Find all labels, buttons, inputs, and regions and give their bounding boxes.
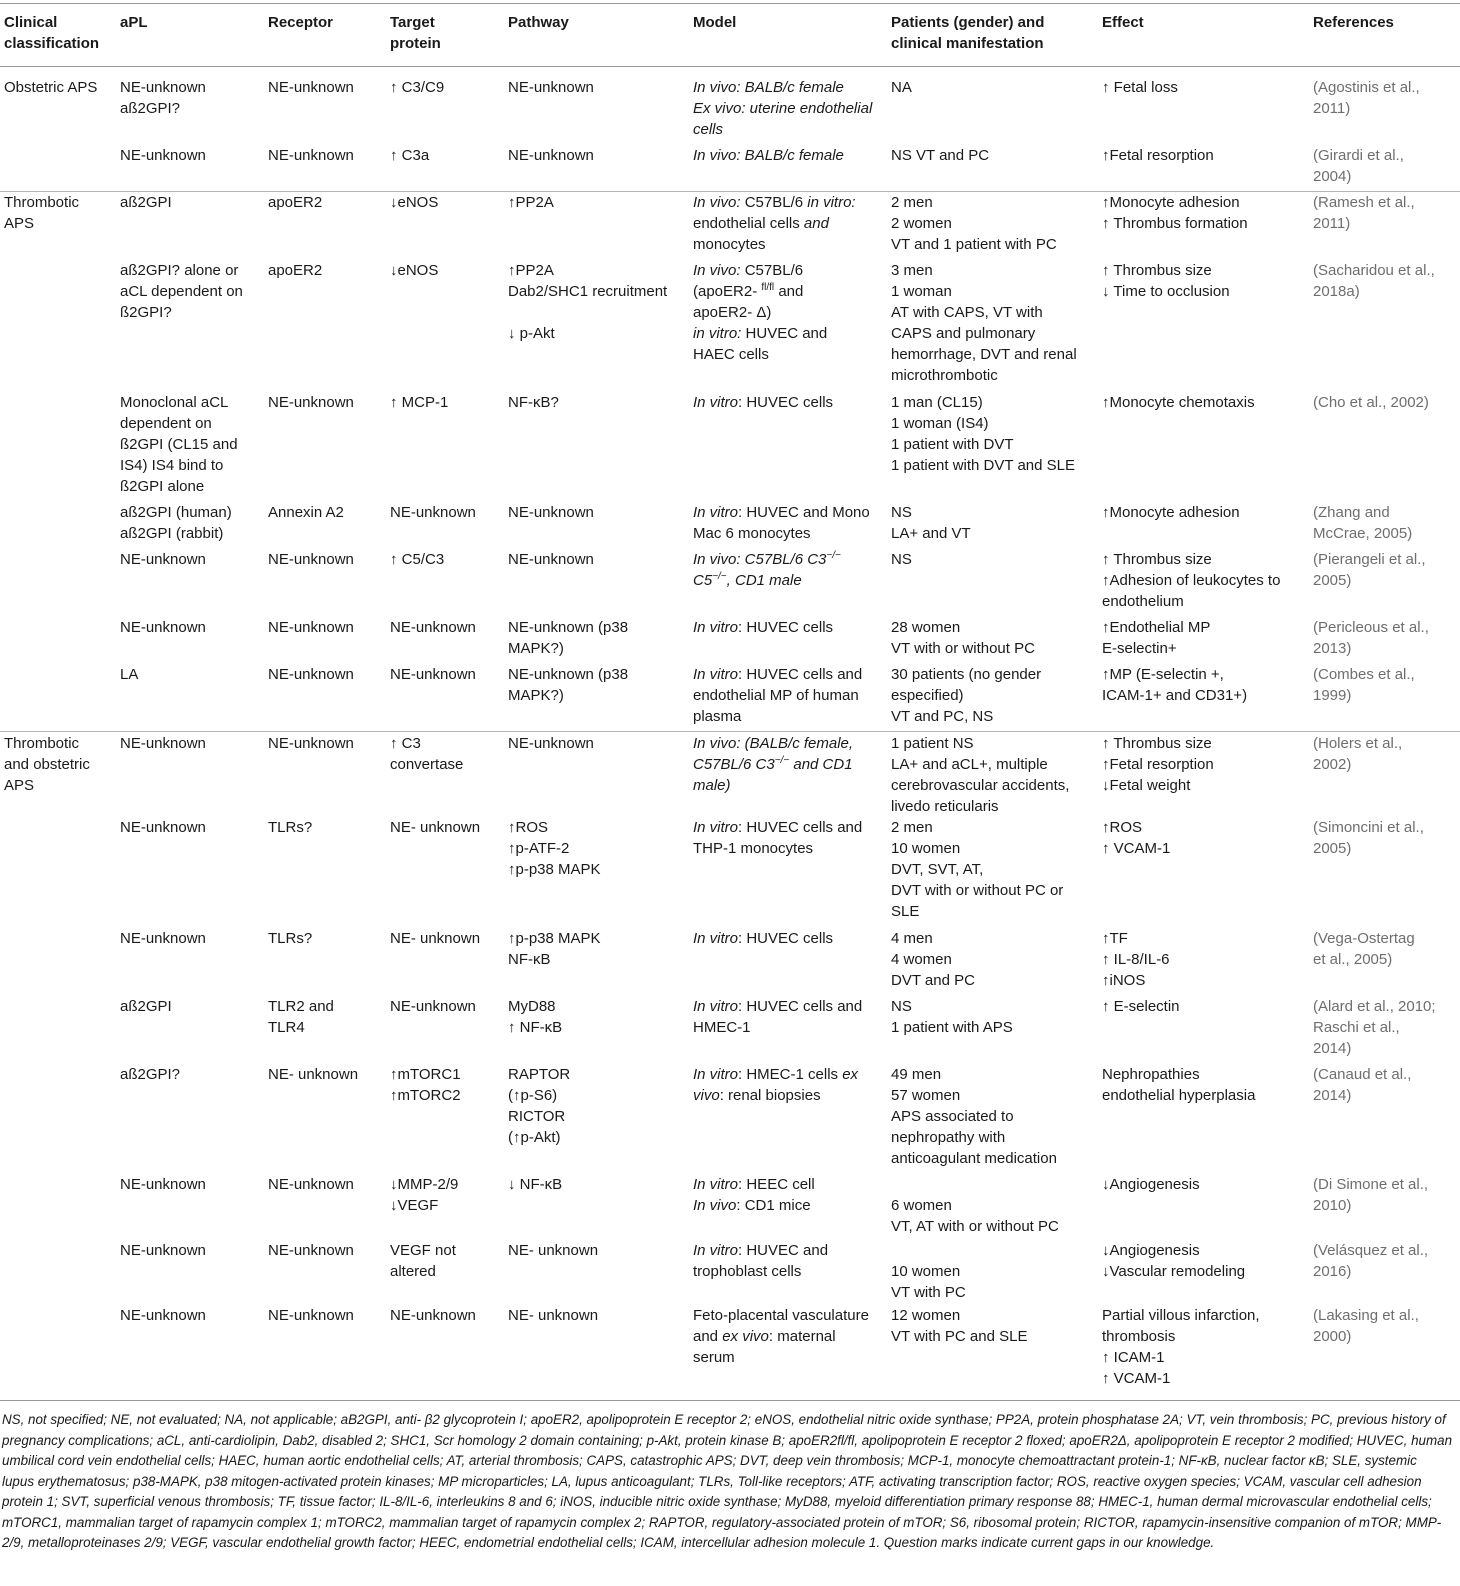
cell-pathway: ↑ROS ↑p-ATF-2 ↑p-p38 MAPK (508, 819, 601, 878)
cell-reference[interactable]: (Combes et al., 1999) (1313, 666, 1415, 704)
cell-patients: 2 men 10 women DVT, SVT, AT, DVT with or without PC or SLE (891, 819, 1064, 920)
model-text-segment: : HEEC cell (738, 1176, 815, 1193)
cell-target-protein: ↑mTORC1 ↑mTORC2 (390, 1066, 461, 1104)
cell-patients: 1 patient NS LA+ and aCL+, multiple cerebrovascular accidents, livedo reticularis (891, 735, 1070, 815)
cell-reference[interactable]: (Pierangeli et al., 2005) (1313, 551, 1426, 589)
model-text-segment: in vitro: (807, 194, 856, 211)
cell-pathway: NE- unknown (508, 1242, 599, 1259)
cell-target-protein: NE-unknown (390, 1307, 476, 1324)
model-text-segment: : renal biopsies (719, 1087, 821, 1104)
model-text-segment: HUVEC and HAEC cells (693, 325, 828, 363)
cell-target-protein: ↑ C3a (390, 147, 430, 164)
model-text-segment: In vivo: (693, 262, 741, 279)
cell-receptor: NE-unknown (268, 1176, 354, 1193)
cell-apl: NE-unknown (120, 735, 206, 752)
column-header-patients: Patients (gender) and clinical manifestation (891, 14, 1045, 52)
cell-receptor: NE-unknown (268, 735, 354, 752)
cell-model (693, 502, 870, 544)
cell-model (693, 260, 827, 365)
cell-patients: 1 man (CL15) 1 woman (IS4) 1 patient with DVT 1 patient with DVT and SLE (891, 394, 1075, 474)
column-header-receptor: Receptor (268, 14, 334, 31)
cell-pathway: NE-unknown (508, 504, 594, 521)
cell-model (693, 1174, 815, 1216)
cell-apl: aß2GPI? alone or aCL dependent on ß2GPI? (120, 262, 243, 321)
group-divider (0, 731, 1460, 732)
group-label: Thrombotic and obstetric APS (4, 735, 90, 794)
cell-reference[interactable]: (Pericleous et al., 2013) (1313, 619, 1429, 657)
cell-receptor: apoER2 (268, 262, 323, 279)
model-text-segment: In vivo: (BALB/c female, C57BL/6 C3 (693, 735, 854, 773)
model-text-segment: , CD1 male (726, 572, 802, 589)
cell-reference[interactable]: (Cho et al., 2002) (1313, 394, 1429, 411)
group-label: Obstetric APS (4, 79, 98, 96)
model-text-segment: : maternal serum (693, 1328, 836, 1366)
cell-effect: ↓Angiogenesis ↓Vascular remodeling (1102, 1242, 1246, 1280)
cell-reference[interactable]: (Simoncini et al., 2005) (1313, 819, 1424, 857)
cell-model (693, 392, 833, 413)
cell-patients: 12 women VT with PC and SLE (891, 1307, 1028, 1345)
cell-patients: NS 1 patient with APS (891, 998, 1013, 1036)
cell-model (693, 77, 872, 140)
cell-receptor: TLR2 and TLR4 (268, 998, 334, 1036)
cell-pathway: MyD88 ↑ NF-κB (508, 998, 563, 1036)
cell-apl: NE-unknown aß2GPI? (120, 79, 206, 117)
model-text-segment: In vivo (693, 1197, 737, 1214)
cell-target-protein: ↑ C3 convertase (390, 735, 464, 773)
cell-target-protein: NE-unknown (390, 666, 476, 683)
model-text-segment: C57BL/6 (740, 194, 808, 211)
cell-patients: 6 women VT, AT with or without PC (891, 1197, 1059, 1235)
column-header-pathway: Pathway (508, 14, 569, 31)
cell-receptor: NE-unknown (268, 551, 354, 568)
cell-effect: ↑ Fetal loss (1102, 79, 1178, 96)
model-text-segment: : HUVEC cells (738, 619, 834, 636)
column-header-target: Target protein (390, 14, 441, 52)
cell-effect: ↑Endothelial MP E-selectin+ (1102, 619, 1211, 657)
model-text-segment: : HMEC-1 cells (738, 1066, 843, 1083)
cell-model (693, 817, 862, 859)
cell-receptor: NE-unknown (268, 147, 354, 164)
model-text-segment: and CD1 male) (693, 756, 853, 794)
model-text-segment: In vitro (693, 1066, 739, 1083)
cell-pathway: ↑p-p38 MAPK NF-κB (508, 930, 601, 968)
cell-effect: ↑Fetal resorption (1102, 147, 1214, 164)
cell-receptor: TLRs? (268, 930, 313, 947)
cell-target-protein: ↑ MCP-1 (390, 394, 449, 411)
cell-reference[interactable]: (Ramesh et al., 2011) (1313, 194, 1415, 232)
cell-effect: ↑ROS ↑ VCAM-1 (1102, 819, 1171, 857)
cell-reference[interactable]: (Girardi et al., 2004) (1313, 147, 1404, 185)
cell-pathway: NF-κB? (508, 394, 559, 411)
cell-patients: 3 men 1 woman AT with CAPS, VT with CAPS and pulmonary hemorrhage, DVT and renal microthrombotic (891, 262, 1077, 384)
cell-effect: ↑ E-selectin (1102, 998, 1180, 1015)
model-text-segment: and apoER2- Δ) (693, 283, 804, 321)
cell-pathway: NE-unknown (p38 MAPK?) (508, 666, 629, 704)
cell-apl: NE-unknown (120, 1176, 206, 1193)
cell-pathway: RAPTOR (↑p-S6) RICTOR (↑p-Akt) (508, 1066, 571, 1146)
cell-target-protein: ↓eNOS (390, 262, 439, 279)
cell-receptor: NE-unknown (268, 1242, 354, 1259)
cell-patients: NA (891, 79, 912, 96)
cell-target-protein: ↓eNOS (390, 194, 439, 211)
model-text-segment: : HUVEC and Mono Mac 6 monocytes (693, 504, 870, 542)
cell-pathway: ↑PP2A (508, 194, 554, 211)
cell-reference[interactable]: (Vega-Ostertag et al., 2005) (1313, 930, 1415, 968)
cell-target-protein: NE- unknown (390, 930, 481, 947)
cell-apl: NE-unknown (120, 551, 206, 568)
cell-reference[interactable]: (Zhang and McCrae, 2005) (1313, 504, 1413, 542)
model-text-segment: monocytes (693, 236, 766, 253)
table-header-rule (0, 66, 1460, 67)
cell-apl: NE-unknown (120, 1242, 206, 1259)
cell-reference[interactable]: (Di Simone et al., 2010) (1313, 1176, 1429, 1214)
group-label: Thrombotic APS (4, 194, 80, 232)
model-text-segment: : HUVEC cells (738, 930, 834, 947)
cell-apl: NE-unknown (120, 1307, 206, 1324)
cell-apl: aß2GPI? (120, 1066, 181, 1083)
model-text-segment: ex vivo (722, 1328, 769, 1345)
cell-pathway: NE-unknown (508, 735, 594, 752)
table-top-rule (0, 3, 1460, 4)
cell-target-protein: NE-unknown (390, 504, 476, 521)
cell-apl: LA (120, 666, 139, 683)
cell-patients: 2 men 2 women VT and 1 patient with PC (891, 194, 1057, 253)
model-text-segment: −/− (774, 755, 790, 766)
cell-model (693, 733, 853, 796)
column-header-classification: Clinical classification (4, 14, 100, 52)
cell-pathway: NE-unknown (508, 79, 594, 96)
cell-receptor: NE-unknown (268, 79, 354, 96)
cell-model (693, 617, 833, 638)
model-text-segment: In vitro (693, 666, 739, 683)
cell-effect: ↑MP (E-selectin +, ICAM-1+ and CD31+) (1102, 666, 1248, 704)
table-footnote: NS, not specified; NE, not evaluated; NA, not applicable; aB2GPI, anti- β2 glycoprotein I; apoER2, apolipoprotein E receptor 2; eNOS, endothelial nitric oxide synthase; PP2A, protein phosphatase 2A; VT, vein thrombosis; PC, previous history of pregnancy complications; aCL, anti-cardiolipin, Dab2, disabled 2; SHC1, Scr homology 2 domain containing; p-Akt, protein kinase B; apoER2fl/fl, apolipoprotein E receptor 2 floxed; apoER2Δ, apolipoprotein E receptor 2 modified; HUVEC, human umbilical cord vein endothelial cells; HAEC, human aortic endothelial cells; AT, arterial thrombosis; CAPS, catastrophic APS; DVT, deep vein thrombosis; MCP-1, monocyte chemoattractant protein-1; NF-κB, nuclear factor κB; SLE, systemic lupus erythematosus; p38-MAPK, p38 mitogen-activated protein kinases; MP microparticles; LA, lupus anticoagulant; TLRs, Toll-like receptors; ATF, activating transcription factor; ROS, reactive oxygen species; VCAM, vascular cell adhesion protein 1; SVT, superficial venous thrombosis; TF, tissue factor; IL-8/IL-6, interleukins 8 and 6; iNOS, inducible nitric oxide synthase; MyD88, myeloid differentiation primary response 88; HMEC-1, human dermal microvascular endothelial cells; mTORC1, mammalian target of rapamycin complex 1; mTORC2, mammalian target of rapamycin complex 2; RAPTOR, regulatory-associated protein of mTOR; S6, ribosomal protein; RICTOR, rapamycin-insensitive companion of mTOR; MMP-2/9, metalloproteinases 2/9; VEGF, vascular endothelial growth factor; HEEC, endometrial endothelial cells; ICAM, intercellular adhesion molecule 1. Question marks indicate current gaps in our knowledge. (2, 1412, 1453, 1550)
table-bottom-rule (0, 1400, 1460, 1401)
cell-model (693, 664, 862, 727)
cell-reference[interactable]: (Velásquez et al., 2016) (1313, 1242, 1429, 1280)
cell-pathway: ↓ NF-κB (508, 1176, 563, 1193)
cell-apl: aß2GPI (120, 998, 172, 1015)
cell-receptor: NE-unknown (268, 666, 354, 683)
model-text-segment: : CD1 mice (736, 1197, 811, 1214)
cell-patients: 10 women VT with PC (891, 1263, 966, 1301)
model-text-segment: In vitro (693, 998, 739, 1015)
cell-model (693, 1064, 858, 1106)
model-text-segment: In vivo: BALB/c female Ex vivo: uterine endothelial cells (693, 79, 873, 138)
cell-receptor: Annexin A2 (268, 504, 344, 521)
cell-model (693, 1305, 869, 1368)
model-text-segment: and (803, 215, 829, 232)
model-text-segment: −/− (826, 550, 841, 561)
cell-model (693, 145, 844, 166)
cell-receptor: NE-unknown (268, 619, 354, 636)
model-text-segment: In vivo: C57BL/6 C3 (693, 551, 827, 568)
cell-apl: NE-unknown (120, 819, 206, 836)
cell-reference[interactable]: (Lakasing et al., 2000) (1313, 1307, 1419, 1345)
cell-effect: ↑Monocyte adhesion ↑ Thrombus formation (1102, 194, 1248, 232)
model-text-segment: In vivo: (693, 194, 741, 211)
cell-reference[interactable]: (Canaud et al., 2014) (1313, 1066, 1412, 1104)
model-text-segment: : HUVEC cells and endothelial MP of human plasma (693, 666, 863, 725)
cell-target-protein: ↑ C3/C9 (390, 79, 445, 96)
cell-pathway: ↑PP2A Dab2/SHC1 recruitment ↓ p-Akt (508, 262, 668, 342)
cell-model (693, 996, 862, 1038)
cell-apl: NE-unknown (120, 619, 206, 636)
model-text-segment: ex vivo (693, 1066, 859, 1104)
column-header-effect: Effect (1102, 14, 1144, 31)
cell-patients: NS (891, 551, 912, 568)
cell-apl: aß2GPI (human) aß2GPI (rabbit) (120, 504, 232, 542)
cell-apl: aß2GPI (120, 194, 172, 211)
model-text-segment: fl/fl (761, 282, 775, 293)
model-text-segment: In vitro (693, 930, 739, 947)
cell-receptor: NE-unknown (268, 1307, 354, 1324)
cell-effect: ↑Monocyte chemotaxis (1102, 394, 1255, 411)
model-text-segment: In vitro (693, 819, 739, 836)
model-text-segment: In vitro (693, 394, 739, 411)
cell-target-protein: NE-unknown (390, 619, 476, 636)
cell-pathway: NE-unknown (508, 551, 594, 568)
cell-apl: Monoclonal aCL dependent on ß2GPI (CL15 and IS4) IS4 bind to ß2GPI alone (120, 394, 238, 495)
cell-target-protein: NE-unknown (390, 998, 476, 1015)
cell-target-protein: ↓MMP-2/9 ↓VEGF (390, 1176, 459, 1214)
cell-patients: NS VT and PC (891, 147, 990, 164)
cell-effect: Nephropathies endothelial hyperplasia (1102, 1066, 1256, 1104)
cell-model (693, 928, 833, 949)
model-text-segment: In vitro (693, 619, 739, 636)
model-text-segment: C5 (693, 572, 713, 589)
cell-patients: 28 women VT with or without PC (891, 619, 1035, 657)
cell-pathway: NE-unknown (508, 147, 594, 164)
model-text-segment: : HUVEC cells and THP-1 monocytes (693, 819, 863, 857)
cell-reference[interactable]: (Holers et al., 2002) (1313, 735, 1403, 773)
cell-effect: ↓Angiogenesis (1102, 1176, 1200, 1193)
cell-receptor: TLRs? (268, 819, 313, 836)
cell-receptor: apoER2 (268, 194, 323, 211)
model-text-segment: Feto-placental vasculature and (693, 1307, 869, 1345)
cell-receptor: NE- unknown (268, 1066, 359, 1083)
model-text-segment: −/− (712, 571, 727, 582)
cell-patients: 49 men 57 women APS associated to nephropathy with anticoagulant medication (891, 1066, 1057, 1167)
cell-model (693, 549, 841, 591)
cell-model (693, 1240, 828, 1282)
cell-patients: NS LA+ and VT (891, 504, 971, 542)
cell-receptor: NE-unknown (268, 394, 354, 411)
column-header-references: References (1313, 14, 1394, 31)
cell-model (693, 192, 856, 255)
cell-effect: ↑ Thrombus size ↑Adhesion of leukocytes to endothelium (1102, 551, 1281, 610)
cell-pathway: NE- unknown (508, 1307, 599, 1324)
model-text-segment: In vitro (693, 504, 739, 521)
cell-pathway: NE-unknown (p38 MAPK?) (508, 619, 629, 657)
model-text-segment: : HUVEC cells and HMEC-1 (693, 998, 863, 1036)
cell-effect: ↑ Thrombus size ↓ Time to occlusion (1102, 262, 1230, 300)
model-text-segment: : HUVEC cells (738, 394, 834, 411)
cell-apl: NE-unknown (120, 147, 206, 164)
cell-effect: Partial villous infarction, thrombosis ↑ ICAM-1 ↑ VCAM-1 (1102, 1307, 1260, 1387)
cell-effect: ↑Monocyte adhesion (1102, 504, 1240, 521)
model-text-segment: C57BL/6 (apoER2- (693, 262, 804, 300)
cell-target-protein: NE- unknown (390, 819, 481, 836)
cell-patients: 30 patients (no gender especified) VT and PC, NS (891, 666, 1042, 725)
cell-patients: 4 men 4 women DVT and PC (891, 930, 975, 989)
column-header-model: Model (693, 14, 737, 31)
model-text-segment: : HUVEC and trophoblast cells (693, 1242, 829, 1280)
column-header-apl: aPL (120, 14, 148, 31)
cell-target-protein: ↑ C5/C3 (390, 551, 445, 568)
model-text-segment: In vivo: BALB/c female (693, 147, 844, 164)
model-text-segment: in vitro: (693, 325, 742, 342)
cell-reference[interactable]: (Alard et al., 2010; Raschi et al., 2014) (1313, 998, 1436, 1057)
cell-reference[interactable]: (Agostinis et al., 2011) (1313, 79, 1420, 117)
model-text-segment: endothelial cells (693, 215, 800, 232)
model-text-segment: In vitro (693, 1242, 739, 1259)
cell-effect: ↑ Thrombus size ↑Fetal resorption ↓Fetal weight (1102, 735, 1214, 794)
cell-effect: ↑TF ↑ IL-8/IL-6 ↑iNOS (1102, 930, 1170, 989)
cell-apl: NE-unknown (120, 930, 206, 947)
cell-target-protein: VEGF not altered (390, 1242, 456, 1280)
model-text-segment: In vitro (693, 1176, 739, 1193)
cell-reference[interactable]: (Sacharidou et al., 2018a) (1313, 262, 1435, 300)
